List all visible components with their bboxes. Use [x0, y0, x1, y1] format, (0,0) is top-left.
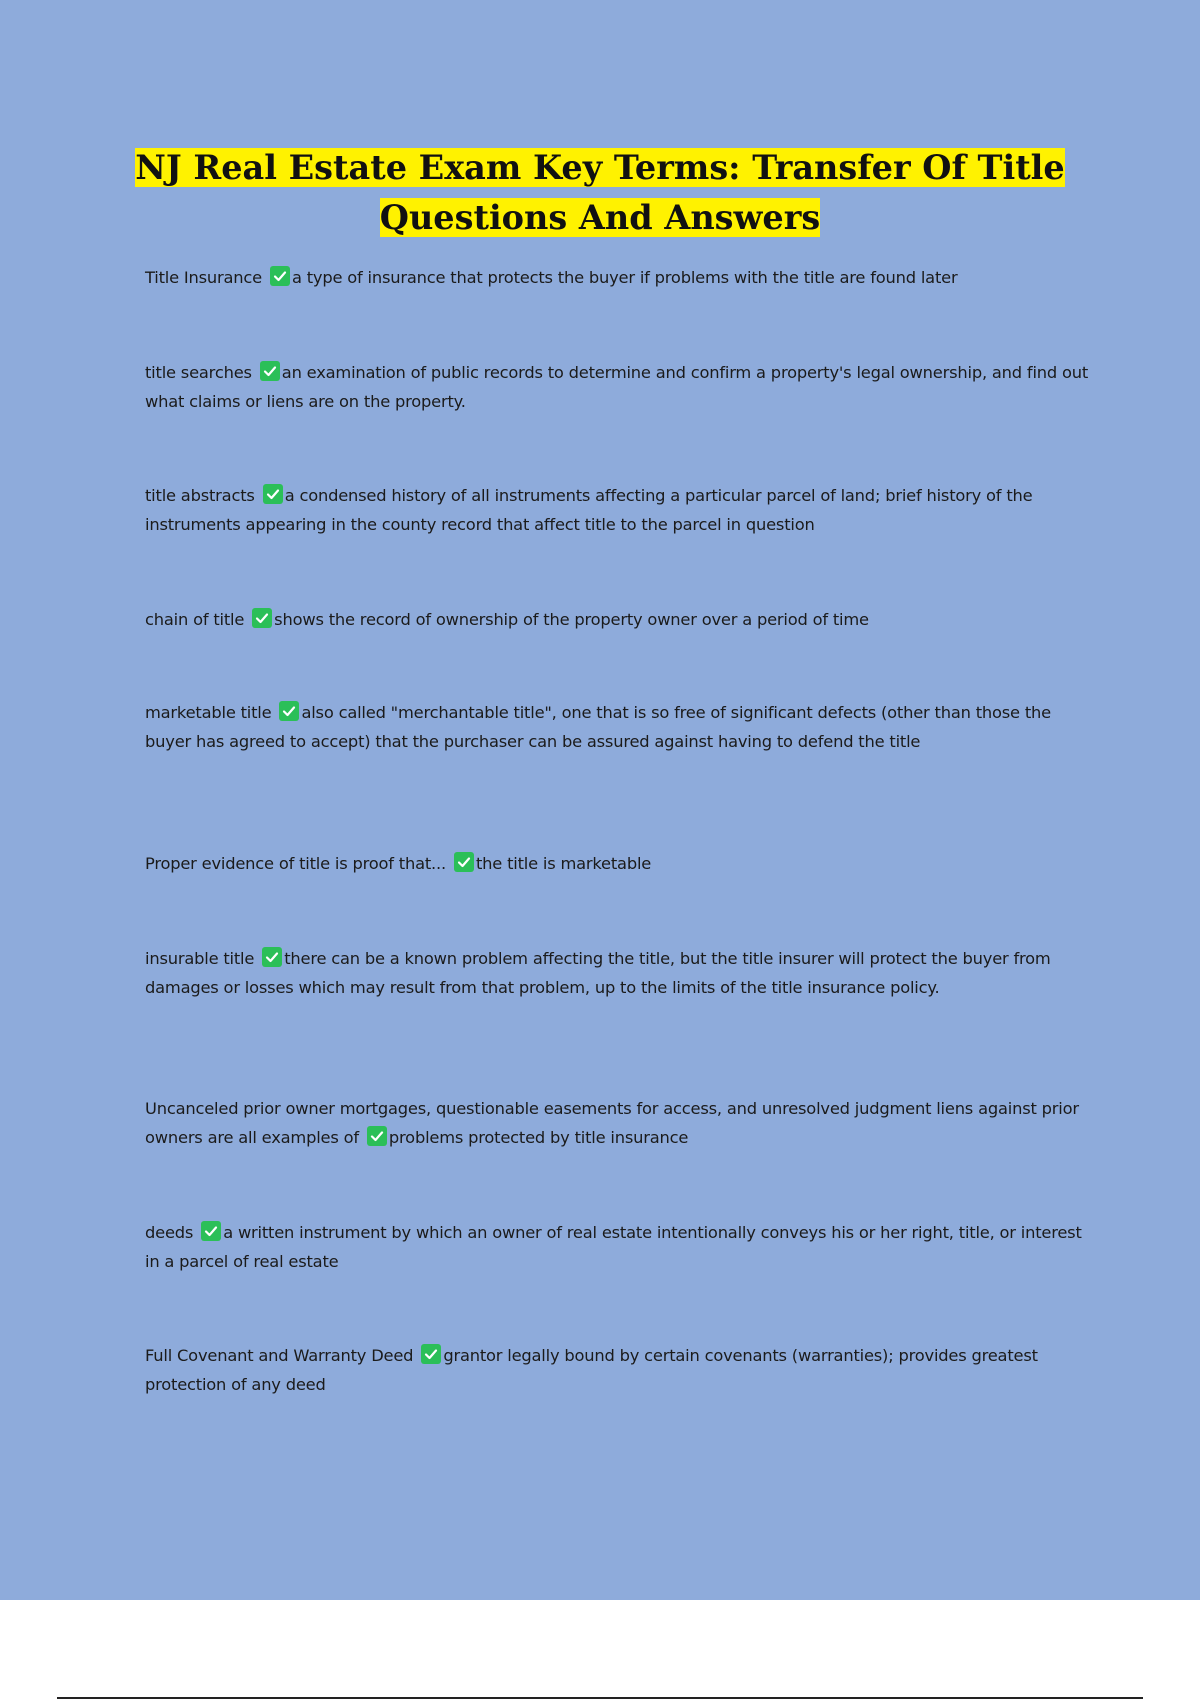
- answer: a type of insurance that protects the buyer if problems with the title are found later: [291, 268, 958, 287]
- check-mark-icon: [279, 701, 299, 721]
- check-mark-icon: [263, 484, 283, 504]
- answer: problems protected by title insurance: [388, 1128, 689, 1147]
- check-mark-icon: [421, 1344, 441, 1364]
- check-mark-icon: [367, 1126, 387, 1146]
- term: insurable title: [145, 949, 255, 968]
- term: title abstracts: [145, 486, 255, 505]
- term: title searches: [145, 363, 252, 382]
- entry-uncanceled-mortgages: [145, 1094, 1090, 1152]
- answer: shows the record of ownership of the property owner over a period of time: [274, 610, 869, 629]
- check-mark-icon: [252, 608, 272, 628]
- answer: an examination of public records to determine and confirm a property's legal ownership, and find out what claims or liens are on the property.: [145, 363, 1089, 411]
- term: Title Insurance: [145, 268, 262, 287]
- entry-marketable-title: [145, 698, 1090, 756]
- entry-title-abstracts: [145, 481, 1090, 539]
- footer-divider: [57, 1697, 1143, 1699]
- title-line-1: NJ Real Estate Exam Key Terms: Transfer Of Title: [135, 148, 1065, 187]
- entry-chain-of-title: [145, 605, 1090, 634]
- answer: a written instrument by which an owner of real estate intentionally conveys his or her right, title, or interest in a parcel of real estate: [145, 1223, 1082, 1271]
- term: Proper evidence of title is proof that...: [145, 854, 446, 873]
- entry-title-searches: [145, 358, 1090, 416]
- check-mark-icon: [201, 1221, 221, 1241]
- answer: a condensed history of all instruments affecting a particular parcel of land; brief history of the instruments appearing in the county record that affect title to the parcel in question: [145, 486, 1033, 534]
- answer: also called "merchantable title", one that is so free of significant defects (other than those the buyer has agreed to accept) that the purchaser can be assured against having to defend the title: [145, 703, 1051, 751]
- term: marketable title: [145, 703, 272, 722]
- answer: there can be a known problem affecting the title, but the title insurer will protect the buyer from damages or losses which may result from that problem, up to the limits of the title insurance policy.: [145, 949, 1051, 997]
- entry-full-covenant-warranty-deed: [145, 1341, 1090, 1399]
- answer: grantor legally bound by certain covenants (warranties); provides greatest protection of any deed: [145, 1346, 1038, 1394]
- check-mark-icon: [454, 852, 474, 872]
- term: Full Covenant and Warranty Deed: [145, 1346, 414, 1365]
- term: deeds: [145, 1223, 194, 1242]
- check-mark-icon: [260, 361, 280, 381]
- check-mark-icon: [262, 947, 282, 967]
- title-line-2: Questions And Answers: [379, 198, 821, 237]
- check-mark-icon: [270, 266, 290, 286]
- page-title: [0, 143, 1200, 243]
- entry-insurable-title: [145, 944, 1090, 1002]
- entry-proper-evidence: [145, 849, 1090, 878]
- entry-deeds: [145, 1218, 1090, 1276]
- term: chain of title: [145, 610, 245, 629]
- entry-title-insurance: [145, 263, 1090, 292]
- answer: the title is marketable: [475, 854, 652, 873]
- term: Uncanceled prior owner mortgages, questionable easements for access, and unresolved judgment liens against prior owners are all examples of: [145, 1099, 1079, 1147]
